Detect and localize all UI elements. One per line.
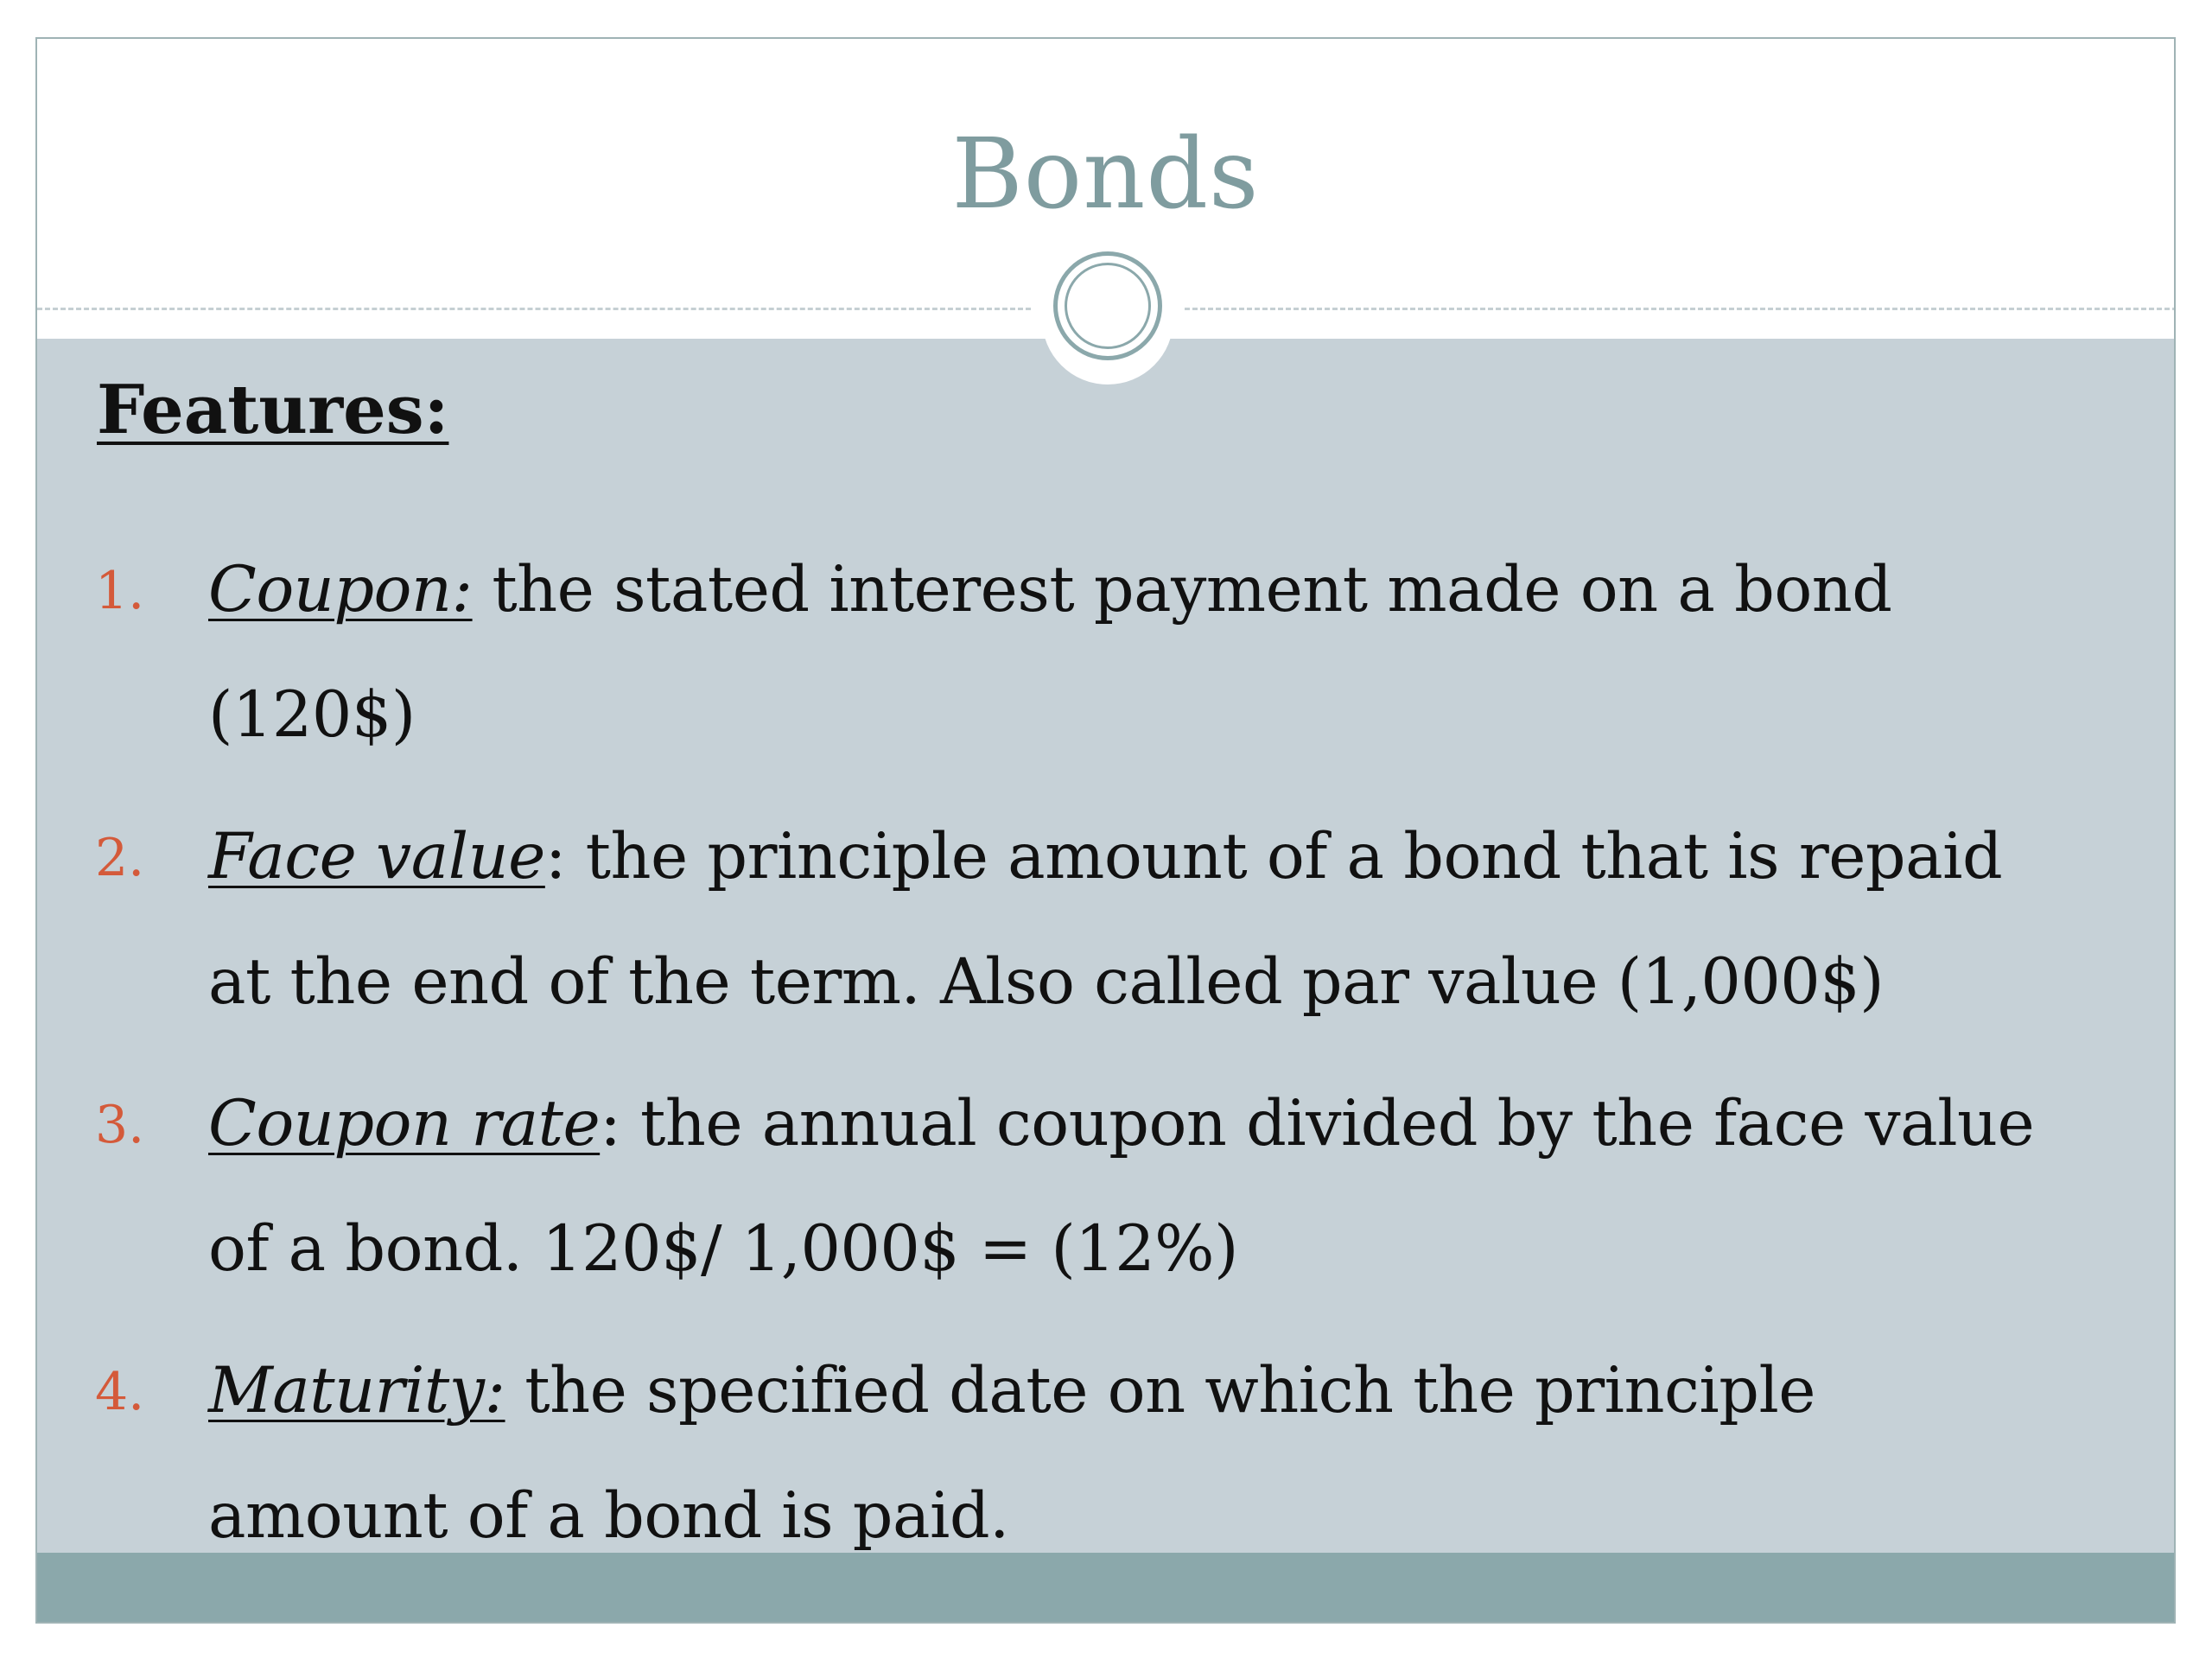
features-heading: Features: bbox=[97, 371, 449, 449]
divider-right bbox=[1185, 308, 2176, 310]
term-label: Coupon: bbox=[208, 553, 473, 626]
slide bbox=[35, 37, 2176, 1624]
term-definition-continued: at the end of the term. Also called par value (1,000$) bbox=[208, 945, 1885, 1019]
list-item-text bbox=[208, 794, 2144, 1045]
term-definition: the specified date on which the principle bbox=[505, 1354, 1816, 1427]
list-item-text bbox=[208, 1328, 2144, 1579]
list-item-text bbox=[208, 1061, 2144, 1312]
list-item-text bbox=[208, 527, 2144, 778]
term-definition: the stated interest payment made on a bond bbox=[472, 553, 1892, 626]
term-definition-continued: (120$) bbox=[208, 678, 416, 752]
divider-left bbox=[37, 308, 1031, 310]
term-definition: : the principle amount of a bond that is repaid bbox=[544, 820, 2003, 893]
term-label: Coupon rate bbox=[208, 1087, 601, 1160]
circle-ornament-inner bbox=[1065, 263, 1151, 349]
term-definition-continued: of a bond. 120$/ 1,000$ = (12%) bbox=[208, 1212, 1239, 1286]
slide-title: Bonds bbox=[951, 118, 1260, 231]
term-definition: : the annual coupon divided by the face value bbox=[600, 1087, 2035, 1160]
circle-ornament-icon bbox=[1053, 251, 1162, 360]
list-number: 4. bbox=[95, 1362, 145, 1422]
list-number: 3. bbox=[95, 1095, 145, 1155]
term-label: Face value bbox=[208, 820, 545, 893]
list-number: 2. bbox=[95, 828, 145, 888]
list-number: 1. bbox=[95, 561, 145, 621]
term-definition-continued: amount of a bond is paid. bbox=[208, 1479, 1009, 1553]
term-label: Maturity: bbox=[208, 1354, 505, 1427]
